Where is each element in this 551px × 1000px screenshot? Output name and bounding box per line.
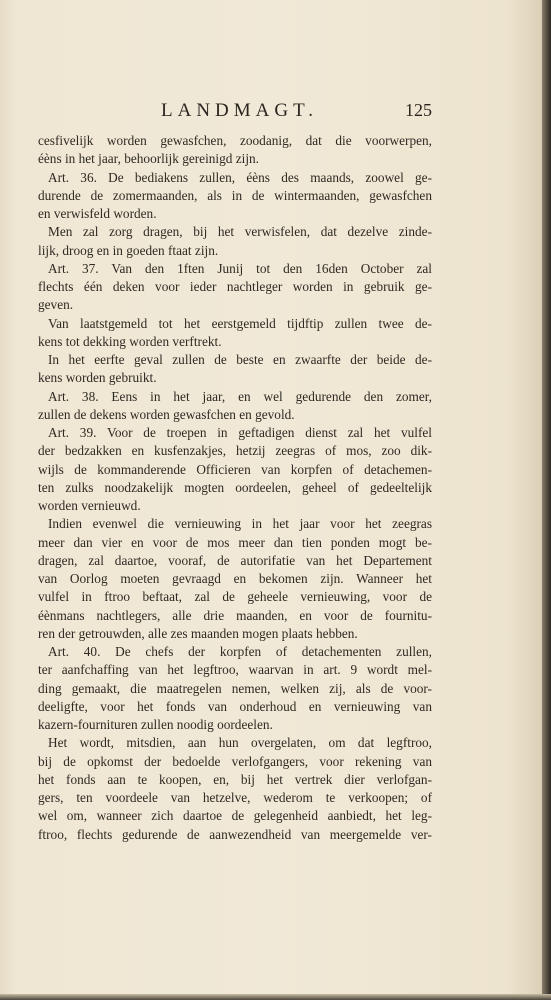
text-line: ding gemaakt, die maatregelen nemen, welken zij, als de voor- <box>38 680 432 696</box>
text-line: kens tot dekking worden verftrekt. <box>38 333 222 349</box>
text-line: der bedzakken en kusfenzakjes, hetzij zeegras of mos, zoo dik- <box>38 443 432 459</box>
text-line: flechts één deken voor ieder nachtleger worden in gebruik ge- <box>38 279 432 294</box>
text-line: het fonds aan te koopen, en, bij het vertrek dier verlofgan- <box>38 771 432 787</box>
text-line: gers, ten voordeele van hetzelve, wederom te verkoopen; of <box>38 790 432 805</box>
text-line: durende de zomermaanden, als in de wintermaanden, gewasfchen <box>38 187 432 203</box>
text-line: van Oorlog moeten gevraagd en bekomen zijn. Wanneer het <box>38 571 432 586</box>
text-line: bij de opkomst der bedoelde verlofgangers, voor rekening van <box>38 753 432 769</box>
text-line: Art. 40. De chefs der korpfen of detachementen zullen, <box>48 644 432 659</box>
text-line: Art. 38. Eens in het jaar, en wel gedurende den zomer, <box>48 388 432 404</box>
text-line: Indien evenwel die vernieuwing in het jaar voor het zeegras <box>48 516 432 532</box>
text-line: ren der getrouwden, alle zes maanden mogen plaats hebben. <box>38 625 358 641</box>
text-line: ftroo, flechts gedurende de aanwezendheid van meergemelde ver- <box>38 826 432 842</box>
text-line: geven. <box>38 297 74 313</box>
page-bottom-edge <box>0 994 551 1000</box>
text-line: In het eerfte geval zullen de beste en zwaarfte der beide de- <box>48 352 432 367</box>
text-line: ter aanfchaffing van het legftroo, waarvan in art. 9 wordt mel- <box>38 662 432 678</box>
text-line: Het wordt, mitsdien, aan hun overgelaten, om dat legftroo, <box>48 735 432 751</box>
text-line: cesfivelijk worden gewasfchen, zoodanig, dat die voorwerpen, <box>38 133 432 148</box>
page-edge <box>542 0 551 1000</box>
text-line: ten zulks noodzakelijk mogten oordeelen, geheel of gedeeltelijk <box>38 479 432 495</box>
text-line: dragen, zal daartoe, vooraf, de autorifatie van het Departement <box>38 552 432 568</box>
text-line: Art. 39. Voor de troepen in geftadigen dienst zal het vulfel <box>48 425 432 440</box>
text-line: wel om, wanneer zich daartoe de gelegenheid aanbiedt, het leg- <box>38 808 432 824</box>
text-line: en verwisfeld worden. <box>38 206 157 221</box>
text-line: Art. 36. De bediakens zullen, éèns des maands, zoowel ge- <box>48 169 432 185</box>
text-line: vulfel in ftroo beftaat, zal de geheele vernieuwing, voor de <box>38 589 432 605</box>
text-line: kens worden gebruikt. <box>38 370 157 386</box>
text-line: Art. 37. Van den 1ften Junij tot den 16den October zal <box>48 260 432 276</box>
text-line: Men zal zorg dragen, bij het verwisfelen, dat dezelve zinde- <box>48 224 432 240</box>
text-line: éènmans nachtlegers, alle drie maanden, en voor de fournitu- <box>38 607 432 623</box>
text-line: éèns in het jaar, behoorlijk gereinigd zijn. <box>38 151 260 167</box>
text-line: worden vernieuwd. <box>38 498 141 513</box>
text-line: meer dan vier en voor de mos meer dan tien ponden mogt be- <box>38 534 432 550</box>
text-line: Van laatstgemeld tot het eerstgemeld tijdftip zullen twee de- <box>48 315 432 331</box>
page-number: 125 <box>405 100 432 120</box>
page-header <box>38 100 432 124</box>
running-title: LANDMAGT. <box>161 100 319 121</box>
text-line: lijk, droog en in goeden ftaat zijn. <box>38 242 219 258</box>
text-line: kazern-fournituren zullen noodig oordeelen. <box>38 717 273 732</box>
body-text <box>38 132 432 844</box>
text-line: zullen de dekens worden gewasfchen en gevold. <box>38 406 295 422</box>
text-line: wijls de kommanderende Officieren van korpfen of detachemen- <box>38 461 432 477</box>
text-line: deeligfte, voor het fonds van onderhoud en vernieuwing van <box>38 698 432 714</box>
